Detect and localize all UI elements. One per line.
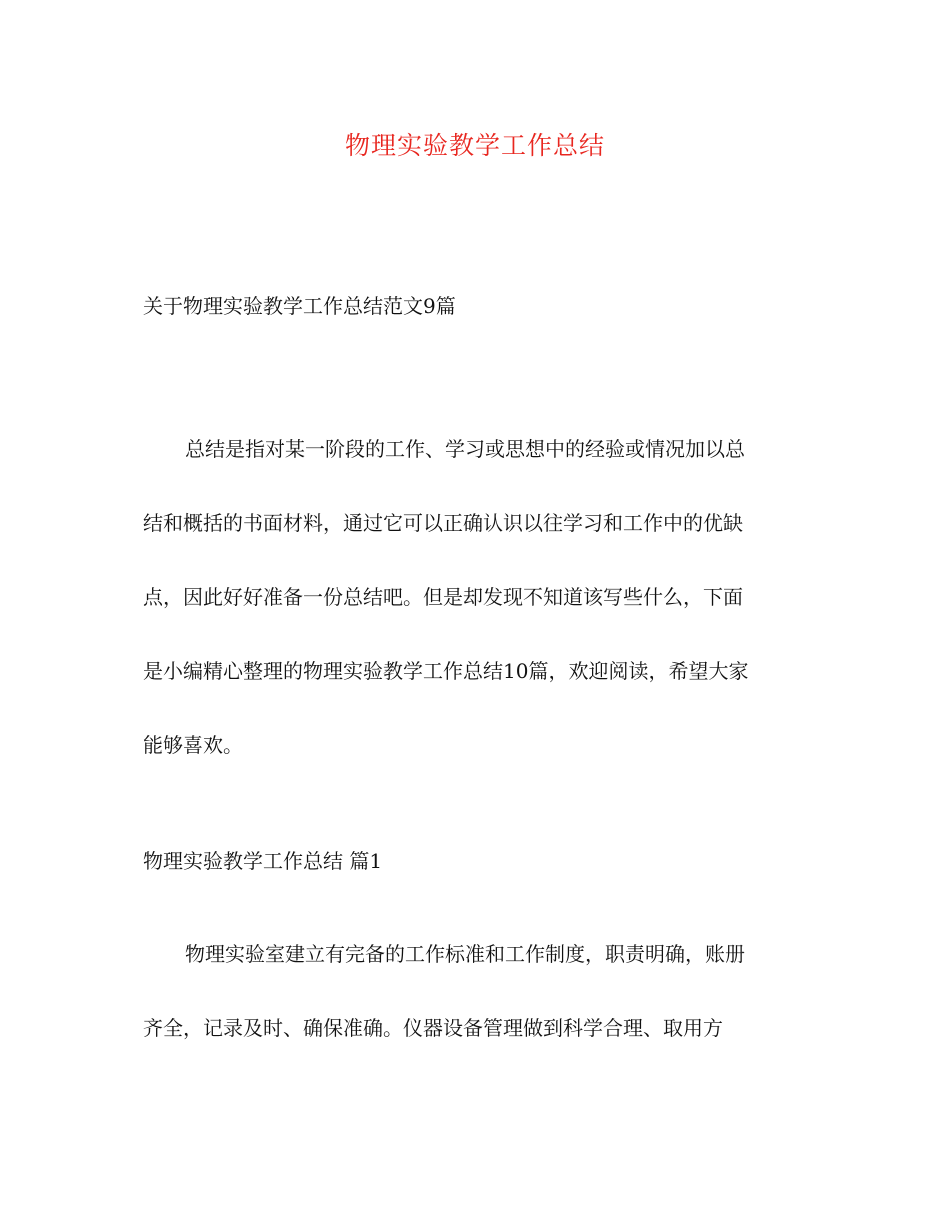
paragraph-line: 物理实验室建立有完备的工作标准和工作制度，职责明确，账册 [185,942,745,966]
document-title: 物理实验教学工作总结 [344,131,605,160]
paragraph-line: 能够喜欢。 [143,733,243,757]
document-subtitle: 关于物理实验教学工作总结范文9篇 [143,294,456,318]
paragraph-line: 点，因此好好准备一份总结吧。但是却发现不知道该写些什么，下面 [143,585,743,609]
paragraph-line: 总结是指对某一阶段的工作、学习或思想中的经验或情况加以总 [185,437,745,461]
paragraph-line: 是小编精心整理的物理实验教学工作总结10篇，欢迎阅读，希望大家 [143,659,749,683]
section-heading: 物理实验教学工作总结 篇1 [143,849,383,873]
section1-paragraph [143,937,808,1085]
paragraph-line: 齐全，记录及时、确保准确。仪器设备管理做到科学合理、取用方 [143,1016,723,1040]
intro-paragraph [143,432,808,802]
paragraph-line: 结和概括的书面材料，通过它可以正确认识以往学习和工作中的优缺 [143,511,743,535]
